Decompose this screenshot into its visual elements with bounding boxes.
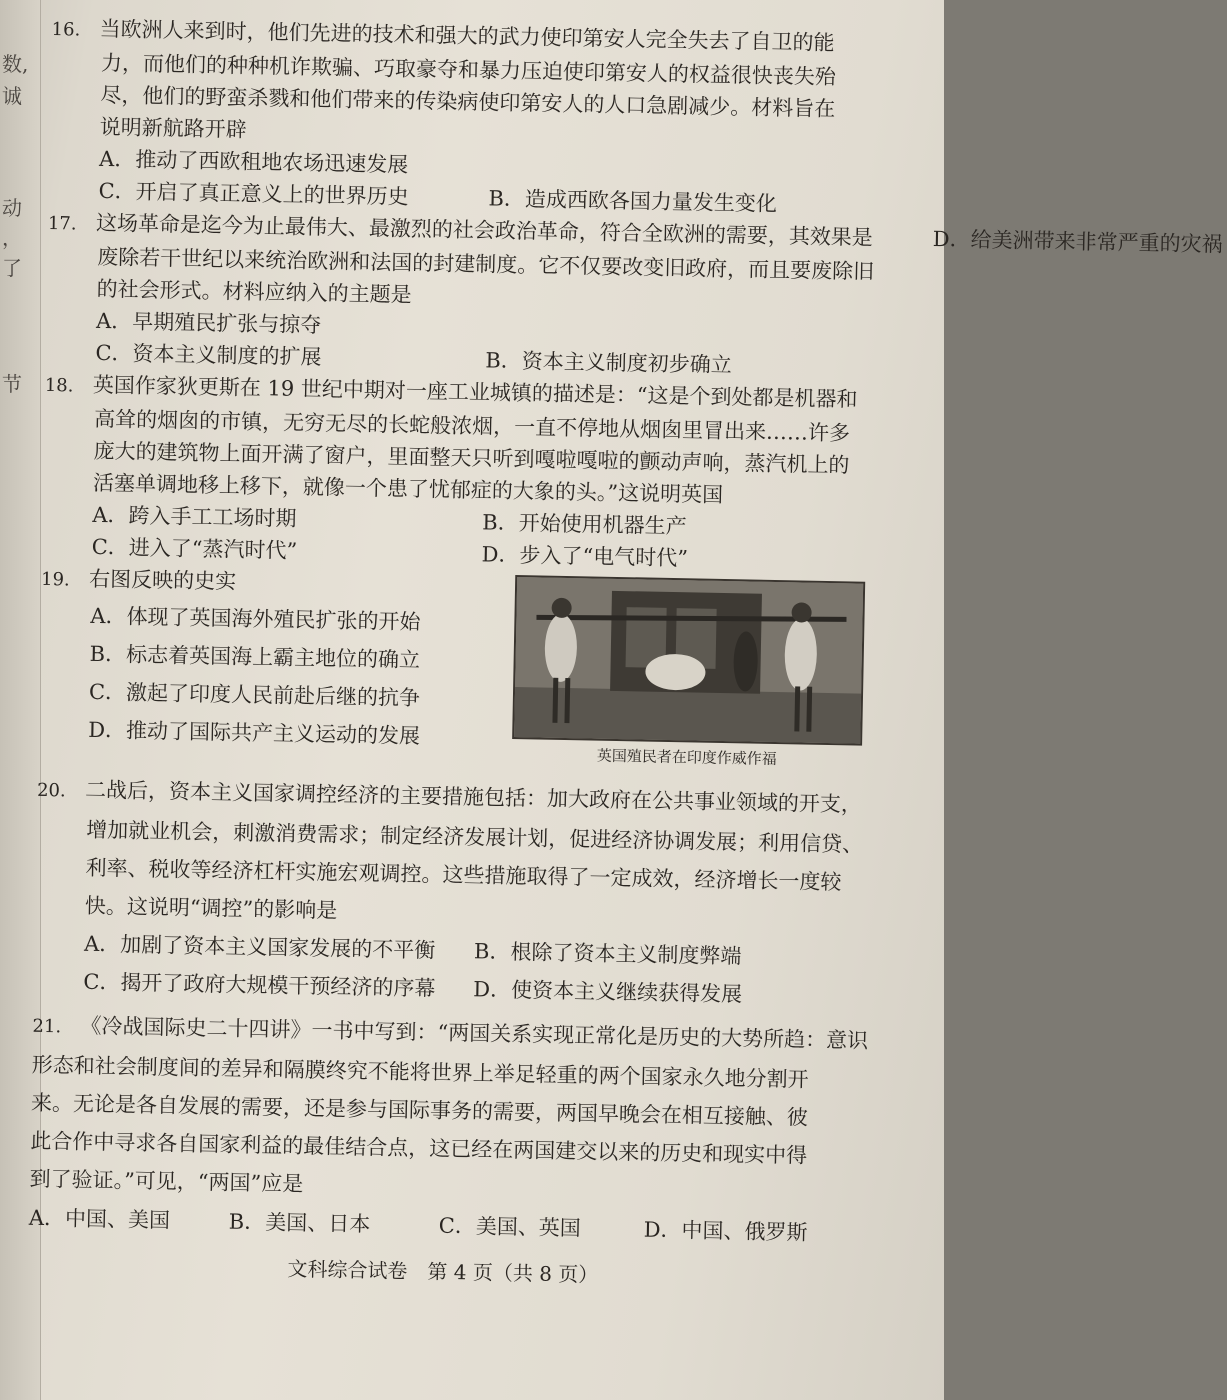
photo-caption: 英国殖民者在印度作威作福: [596, 746, 777, 769]
question-number: 18.: [44, 374, 74, 397]
question-text: 当欧洲人来到时，他们先进的技术和强大的武力使印第安人完全失去了自卫的能: [99, 16, 835, 56]
question-text: 活塞单调地移上移下，就像一个患了忧郁症的大象的头。”这说明英国: [92, 470, 724, 507]
option-b: B．资本主义制度初步确立: [485, 348, 733, 378]
question-text: 增加就业机会，刺激消费需求；制定经济发展计划，促进经济协调发展；利用信贷、: [86, 817, 864, 857]
option-b: B．造成西欧各国力量发生变化: [488, 186, 778, 216]
question-text: 这场革命是迄今为止最伟大、最激烈的社会政治革命，符合全欧洲的需要，其效果是: [95, 210, 874, 250]
option-c: C．揭开了政府大规模干预经济的序幕: [83, 969, 436, 1001]
option-a: A．加剧了资本主义国家发展的不平衡: [83, 931, 436, 963]
question-text: 的社会形式。材料应纳入的主题是: [96, 276, 412, 307]
question-text: 高耸的烟囱的市镇，无穷无尽的长蛇般浓烟，一直不停地从烟囱里冒出来……许多: [93, 406, 851, 446]
option-d: D．使资本主义继续获得发展: [473, 977, 743, 1007]
question-text: 此合作中寻求各自国家利益的最佳结合点，这已经在两国建交以来的历史和现实中得: [30, 1128, 808, 1168]
option-c: C．进入了“蒸汽时代”: [91, 534, 298, 563]
question-text: 说明新航路开辟: [99, 114, 248, 142]
question-21: [28, 1006, 869, 1254]
option-a: A．体现了英国海外殖民扩张的开始: [90, 603, 421, 635]
option-d: D．中国、俄罗斯: [643, 1217, 808, 1245]
option-c: C．资本主义制度的扩展: [95, 340, 322, 370]
question-text: 右图反映的史实: [88, 566, 237, 594]
option-b: B．美国、日本: [228, 1209, 371, 1237]
option-d: D．推动了国际共产主义运动的发展: [87, 717, 421, 749]
page-footer: 文科综合试卷 第 4 页（共 8 页）: [287, 1256, 599, 1287]
question-16: [48, 12, 882, 222]
option-a: A．中国、美国: [28, 1205, 171, 1233]
question-text: 力，而他们的种种机诈欺骗、巧取豪夺和暴力压迫使印第安人的权益很快丧失殆: [100, 50, 837, 90]
question-text: 庞大的建筑物上面开满了窗户，里面整天只听到嘎啦嘎啦的颤动声响，蒸汽机上的: [93, 438, 850, 478]
question-number: 17.: [47, 212, 77, 235]
option-c: C．激起了印度人民前赴后继的抗争: [88, 679, 421, 711]
question-20: [33, 770, 867, 1016]
question-text: 《冷战国际史二十四讲》一书中写到：“两国关系实现正常化是历史的大势所趋：意识: [80, 1013, 869, 1053]
question-number: 21.: [32, 1015, 62, 1038]
option-d: D．给美洲带来非常严重的灾祸: [932, 226, 1223, 257]
question-text: 快。这说明“调控”的影响是: [84, 893, 338, 923]
margin-fragment: 诚: [2, 84, 22, 108]
question-number: 19.: [40, 568, 70, 591]
margin-fragment: 了: [2, 256, 22, 280]
option-b: B．开始使用机器生产: [482, 510, 687, 539]
question-text: 废除若干世纪以来统治欧洲和法国的封建制度。它不仅要改变旧政府，而且要废除旧: [97, 244, 875, 284]
question-text: 二战后，资本主义国家调控经济的主要措施包括：加大政府在公共事业领域的开支，: [84, 777, 863, 817]
question-text: 形态和社会制度间的差异和隔膜终究不能将世界上举足轻重的两个国家永久地分割开: [31, 1052, 809, 1092]
margin-fragment: 数,: [2, 52, 29, 76]
option-a: A．早期殖民扩张与掠夺: [95, 308, 322, 338]
question-text: 尽，他们的野蛮杀戮和他们带来的传染病使印第安人的人口急剧减少。材料旨在: [100, 82, 836, 122]
question-18: [41, 368, 875, 578]
question-number: 20.: [36, 779, 66, 802]
option-b: B．标志着英国海上霸主地位的确立: [89, 641, 421, 673]
question-number: 16.: [51, 18, 81, 41]
exam-content: [28, 12, 1223, 1293]
option-b: B．根除了资本主义制度弊端: [473, 939, 742, 969]
question-17: [45, 206, 1223, 384]
photo-illustration: [514, 577, 863, 744]
option-d: D．步入了“电气时代”: [481, 542, 689, 571]
option-a: A．跨入手工工场时期: [92, 502, 297, 531]
option-a: A．推动了西欧租地农场迅速发展: [98, 146, 409, 177]
margin-fragment: 节: [2, 372, 22, 396]
question-text: 到了验证。”可见，“两国”应是: [29, 1166, 304, 1197]
question-text: 英国作家狄更斯在 19 世纪中期对一座工业城镇的描述是：“这是个到处都是机器和: [92, 372, 858, 412]
margin-fragment: 动: [2, 196, 22, 220]
question-19: [38, 562, 872, 778]
question-text: 利率、税收等经济杠杆实施宏观调控。这些措施取得了一定成效，经济增长一度较: [85, 855, 842, 895]
question-text: 来。无论是各自发展的需要，还是参与国际事务的需要，两国早晚会在相互接触、彼: [30, 1090, 809, 1130]
option-c: C．开启了真正意义上的世界历史: [98, 178, 409, 209]
historical-photo-figure: [512, 575, 866, 771]
option-c: C．美国、英国: [438, 1213, 582, 1241]
historical-photo: [512, 575, 865, 746]
margin-fragment: ，: [2, 226, 22, 250]
